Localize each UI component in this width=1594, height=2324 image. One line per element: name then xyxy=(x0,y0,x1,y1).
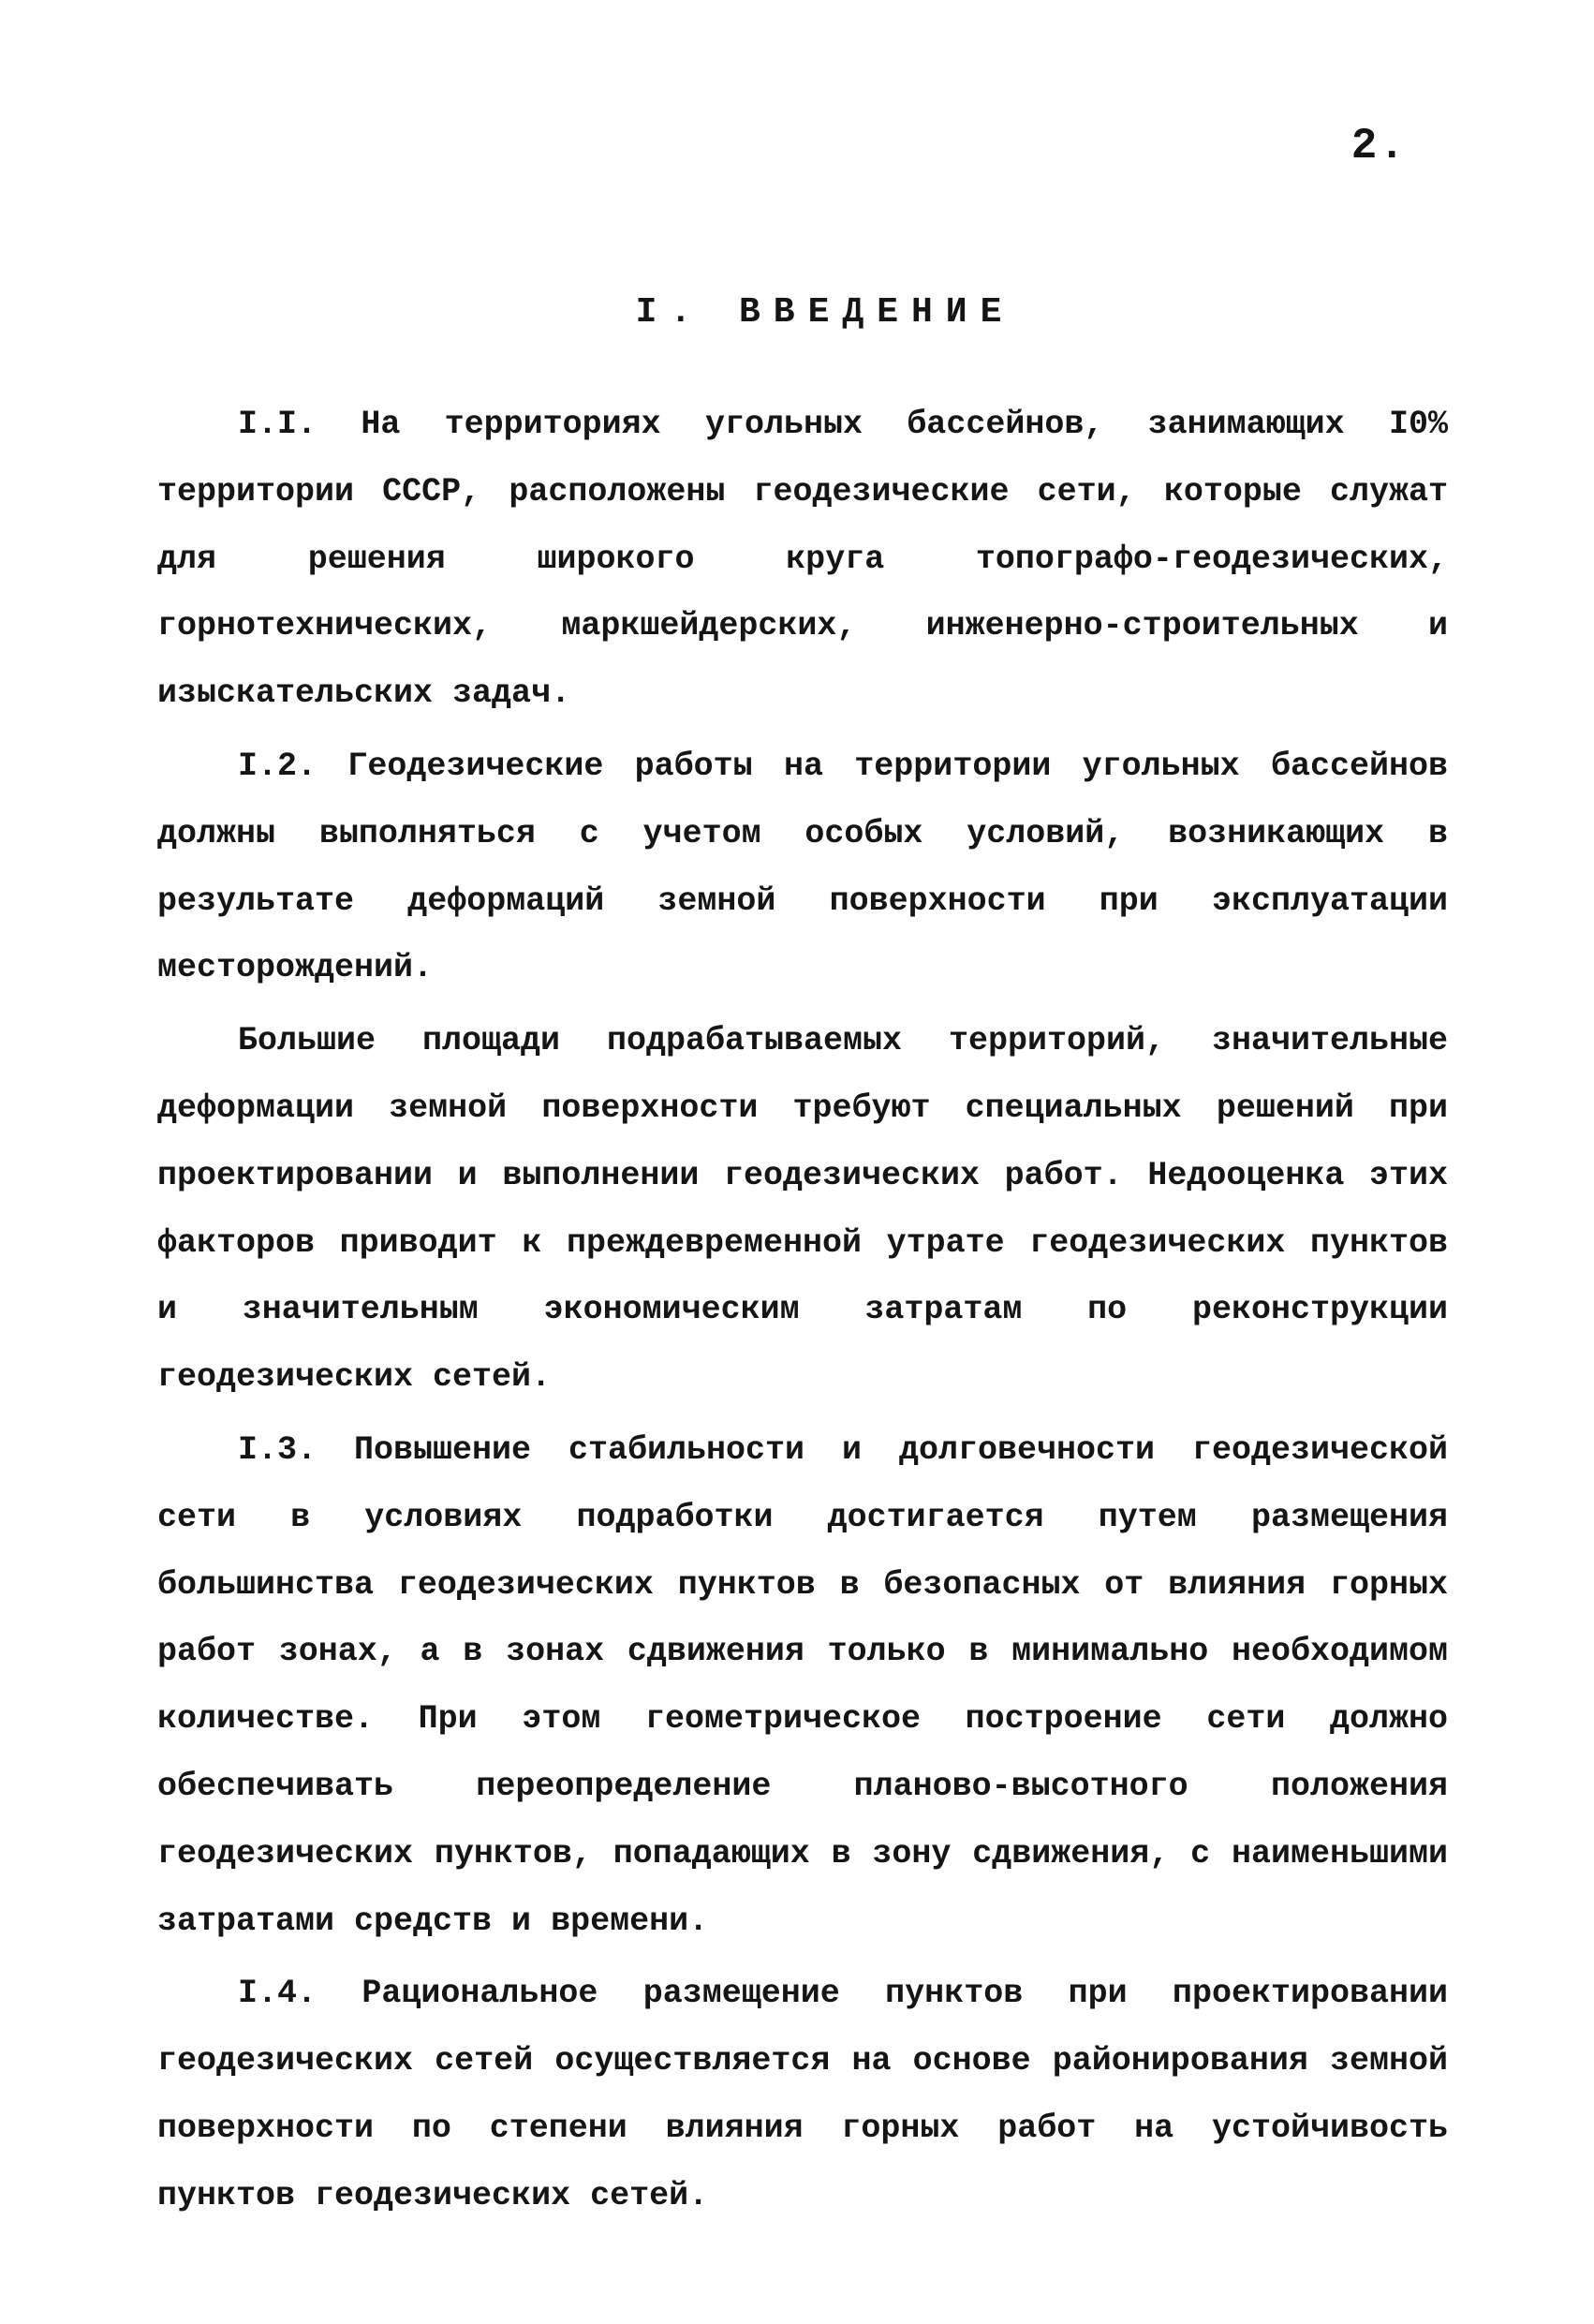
paragraph-1-2: I.2. Геодезические работы на территории угольных бассейнов должны выполняться с учетом особых условий, возникающих в результате деформаций земной поверхности при эксплуатации месторождений. xyxy=(157,747,1448,987)
section-heading: I. ВВЕДЕНИЕ xyxy=(635,292,1015,333)
paragraph-1-4: I.4. Рациональное размещение пунктов при проектировании геодезических сетей осуществляется на основе районирования земной поверхности по степени влияния горных работ на устойчивость пунктов геодезических сетей. xyxy=(157,1975,1448,2214)
paragraph-1-3: I.3. Повышение стабильности и долговечности геодезической сети в условиях подработки достигается путем размещения большинства геодезических пунктов в безопасных от влияния горных работ зонах, а в зонах сдвижения только в минимально необходимом количестве. При этом геометрическое построение сети должно обеспечивать переопределение планово-высотного положения геодезических пунктов, попадающих в зону сдвижения, с наименьшими затратами средств и времени. xyxy=(157,1430,1448,1940)
page-number: 2. xyxy=(1350,122,1407,170)
paragraph-1-1: I.I. На территориях угольных бассейнов, занимающих I0% территории СССР, расположены геодезические сети, которые служат для решения широкого круга топографо-геодезических, горнотехнических, маркшейдерских, инженерно-строительных и изыскательских задач. xyxy=(157,406,1448,713)
document-body xyxy=(157,392,1448,2230)
paragraph-1-2-continued: Большие площади подрабатываемых территорий, значительные деформации земной поверхности требуют специальных решений при проектировании и выполнении геодезических работ. Недооценка этих факторов приводит к преждевременной утрате геодезических пунктов и значительным экономическим затратам по реконструкции геодезических сетей. xyxy=(157,1022,1448,1397)
